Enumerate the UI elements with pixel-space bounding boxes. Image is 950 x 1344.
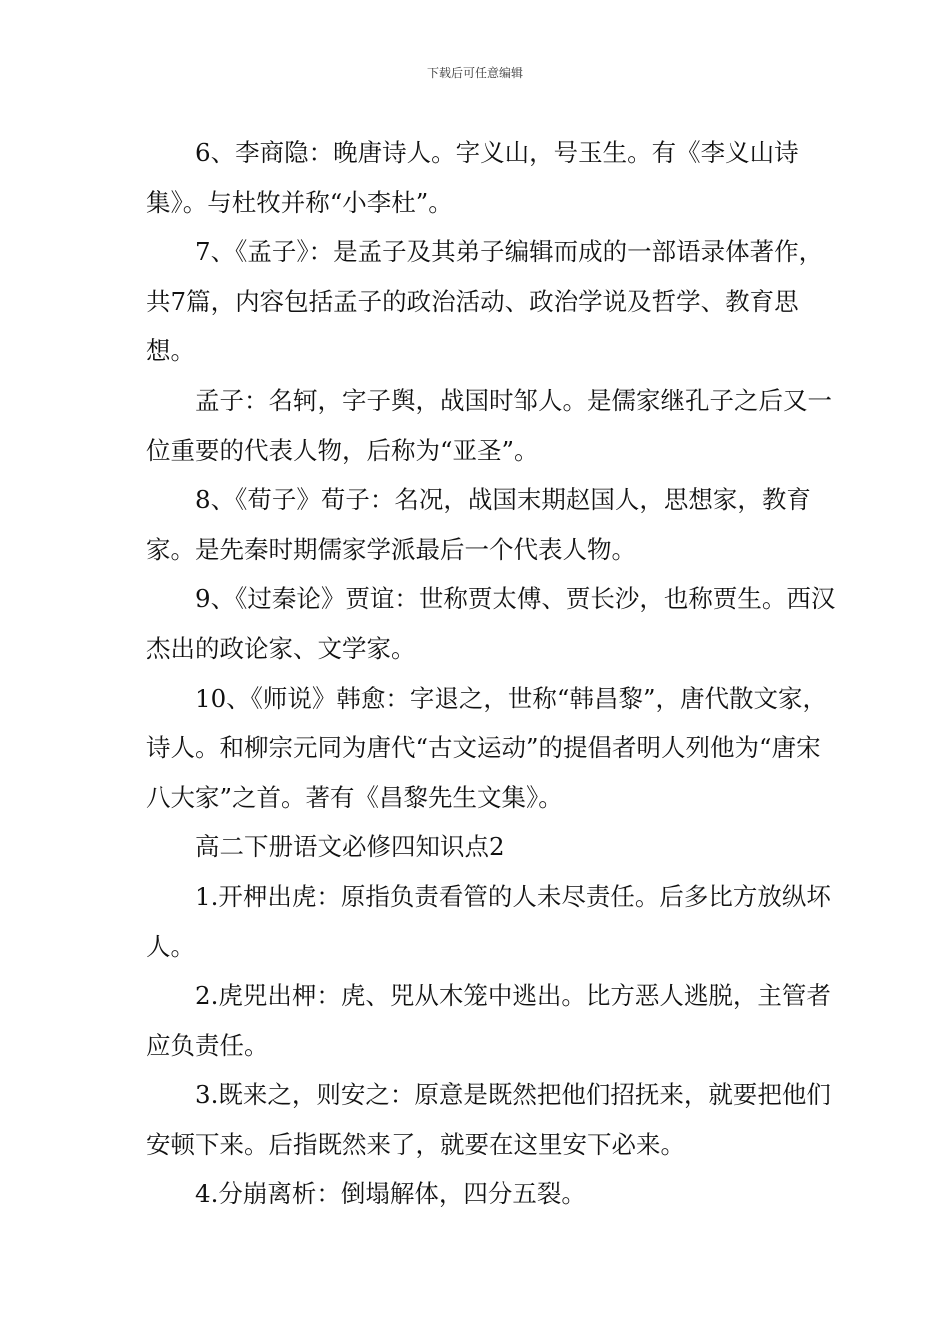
paragraph-idiom-2: 2.虎兕出柙：虎、兕从木笼中逃出。比方恶人逃脱，主管者应负责任。: [146, 981, 831, 1060]
paragraph-idiom-1: 1.开柙出虎：原指负责看管的人未尽责任。后多比方放纵坏人。: [146, 881, 831, 961]
paragraph-li-shangyin: 6、李商隐：晚唐诗人。字义山，号玉生。有《李义山诗集》。与杜牧并称“小李杜”。: [146, 138, 799, 217]
paragraph-idiom-3: 3.既来之，则安之：原意是既然把他们招抚来，就要把他们安顿下来。后指既然来了，就要在这里安下必来。: [146, 1080, 831, 1159]
paragraph-guo-qin-lun: 9、《过秦论》贾谊：世称贾太傅、贾长沙，也称贾生。西汉杰出的政论家、文学家。: [146, 584, 836, 663]
paragraph-shi-shuo: 10、《师说》韩愈：字退之，世称“韩昌黎”，唐代散文家，诗人。和柳宗元同为唐代“古文运动”的提倡者明人列他为“唐宋八大家”之首。著有《昌黎先生文集》。: [146, 683, 827, 812]
paragraph-mengzi-person: 孟子：名轲，字子舆，战国时邹人。是儒家继孔子之后又一位重要的代表人物，后称为“亚圣”。: [146, 385, 832, 465]
document-body: [146, 128, 836, 1219]
section-heading: 高二下册语文必修四知识点2: [195, 832, 505, 862]
page-header: 下载后可任意编辑: [426, 66, 523, 80]
paragraph-xunzi: 8、《荀子》荀子：名况，战国末期赵国人，思想家，教育家。是先秦时期儒家学派最后一个代表人物。: [146, 485, 811, 564]
paragraph-idiom-4: 4.分崩离析：倒塌解体，四分五裂。: [195, 1179, 586, 1209]
paragraph-mengzi-book: 7、《孟子》：是孟子及其弟子编辑而成的一部语录体著作，共7篇，内容包括孟子的政治活动、政治学说及哲学、教育思想。: [146, 237, 824, 366]
